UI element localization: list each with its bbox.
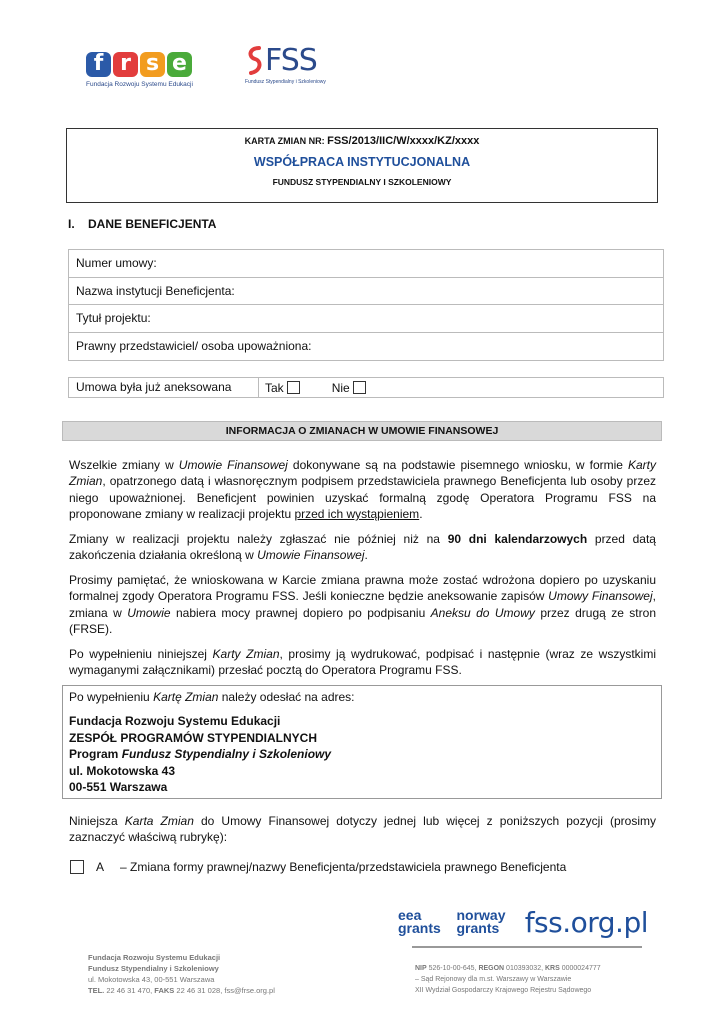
footer-fund: Fundusz Stypendialny i Szkoleniowy [88, 964, 219, 973]
sub-title: FUNDUSZ STYPENDIALNY I SZKOLENIOWY [272, 177, 452, 187]
info-section-heading: INFORMACJA O ZMIANACH W UMOWIE FINANSOWEJ [62, 421, 662, 441]
annex-yes-option [265, 381, 300, 395]
card-number: FSS/2013/IIC/W/xxxx/KZ/xxxx [327, 135, 480, 147]
footer-logos [398, 902, 648, 942]
frse-logo [86, 52, 198, 98]
footer-registry-ids: NIP 526-10-00-645, REGON 010393032, KRS 0000024777 [415, 965, 601, 972]
title-box [66, 128, 658, 203]
address-line-city: 00-551 Warszawa [69, 780, 168, 795]
footer-foundation: Fundacja Rozwoju Systemu Edukacji [88, 953, 221, 962]
field-legal-representative[interactable]: Prawny przedstawiciel/ osoba upoważniona: [76, 338, 312, 353]
address-line-foundation: Fundacja Rozwoju Systemu Edukacji [69, 714, 281, 729]
fss-caption: Fundusz Stypendialny i Szkoleniowy [245, 79, 326, 85]
section-heading-beneficiary [68, 217, 216, 231]
option-a-text: – Zmiana formy prawnej/nazwy Beneficjenta/przedstawiciela prawnego Beneficjenta [120, 860, 567, 874]
section-number: I. [68, 217, 75, 231]
beneficiary-table [68, 249, 664, 361]
frse-letter-s: s [140, 52, 165, 77]
address-line-team: ZESPÓŁ PROGRAMÓW STYPENDIALNYCH [69, 730, 318, 745]
card-label: KARTA ZMIAN NR: [244, 136, 325, 146]
field-institution-name[interactable]: Nazwa instytucji Beneficjenta: [69, 278, 663, 306]
norway-grants-logo: norway grants [456, 907, 506, 936]
address-intro: Po wypełnieniu Kartę Zmian należy odesłać na adres: [69, 690, 355, 704]
footer-registry [415, 963, 601, 996]
footer-street: ul. Mokotowska 43, 00-551 Warszawa [88, 975, 215, 984]
annex-row [68, 377, 664, 398]
annex-label: Umowa była już aneksowana [69, 378, 259, 397]
footer-division: XII Wydział Gospodarczy Krajowego Rejestru Sądowego [415, 987, 592, 994]
card-number-line [67, 135, 657, 147]
site-logo-text: fss.org.pl [524, 905, 648, 939]
eea-grants-logo: eea grants [398, 907, 441, 936]
footer-divider [412, 946, 642, 948]
annex-no-option [332, 381, 366, 395]
frse-letter-r: r [113, 52, 138, 77]
frse-letter-e: e [167, 52, 192, 77]
paragraph-deadline: Zmiany w realizacji projektu należy zgłaszać nie później niż na 90 dni kalendarzowych przed datą zakończenia działania określoną w Umowie Finansowej. [69, 532, 656, 563]
annex-no-checkbox[interactable] [353, 381, 366, 394]
footer-court: – Sąd Rejonowy dla m.st. Warszawy w Warszawie [415, 976, 572, 983]
frse-letter-f: f [86, 52, 111, 77]
fss-logo-text: FSS [265, 43, 317, 78]
option-a-checkbox[interactable] [70, 860, 84, 874]
field-contract-number[interactable]: Numer umowy: [69, 250, 663, 278]
option-a-row [70, 860, 566, 874]
footer-contact [88, 952, 275, 996]
address-line-program: Program Fundusz Stypendialny i Szkoleniowy [69, 747, 332, 762]
footer-phone-fax: TEL. 22 46 31 470, FAKS 22 46 31 028, fss@frse.org.pl [88, 986, 275, 995]
option-a-letter: A [96, 860, 105, 874]
frse-letter-blocks [86, 52, 198, 77]
annex-yes-label: Tak [265, 380, 284, 395]
annex-yes-checkbox[interactable] [287, 381, 300, 394]
field-project-title[interactable]: Tytuł projektu: [69, 305, 663, 333]
annex-no-label: Nie [331, 380, 350, 395]
paragraph-submission: Po wypełnieniu niniejszej Karty Zmian, prosimy ją wydrukować, podpisać i następnie (wraz ze wszystkimi wymaganymi załącznikami) przesłać pocztą do Operatora Programu FSS. [69, 647, 657, 678]
fss-swirl-icon [245, 45, 265, 77]
fss-logo [245, 45, 335, 95]
section-title: DANE BENEFICJENTA [88, 217, 217, 231]
paragraph-legal-effect: Prosimy pamiętać, że wnioskowana w Karcie zmiana prawna może zostać wdrożona dopiero po uzyskaniu formalnej zgody Operatora Programu FSS. Jeśli konieczne będzie aneksowanie zapisów Umowy Finansowej, zmiana w Umowie nabiera mocy prawnej dopiero po podpisaniu Aneksu do Umowy przez drugą ze stron (FRSE). [69, 573, 656, 637]
address-box [62, 685, 662, 799]
main-title: WSPÓŁPRACA INSTYTUCJONALNA [253, 155, 471, 169]
frse-caption: Fundacja Rozwoju Systemu Edukacji [86, 81, 193, 88]
paragraph-changes-procedure: Wszelkie zmiany w Umowie Finansowej dokonywane są na podstawie pisemnego wniosku, w formie Karty Zmian, opatrzonego datą i własnoręcznym podpisem przedstawiciela prawnego Beneficjenta lub osoby przez niego upoważnionej. Beneficjent powinien uzyskać formalną zgodę Operatora Programu FSS na proponowane zmiany w realizacji projektu przed ich wystąpieniem. [69, 458, 657, 522]
paragraph-options-intro: Niniejsza Karta Zmian do Umowy Finansowej dotyczy jednej lub więcej z poniższych pozycji (prosimy zaznaczyć właściwą rubrykę): [69, 814, 656, 845]
address-line-street: ul. Mokotowska 43 [69, 763, 176, 778]
